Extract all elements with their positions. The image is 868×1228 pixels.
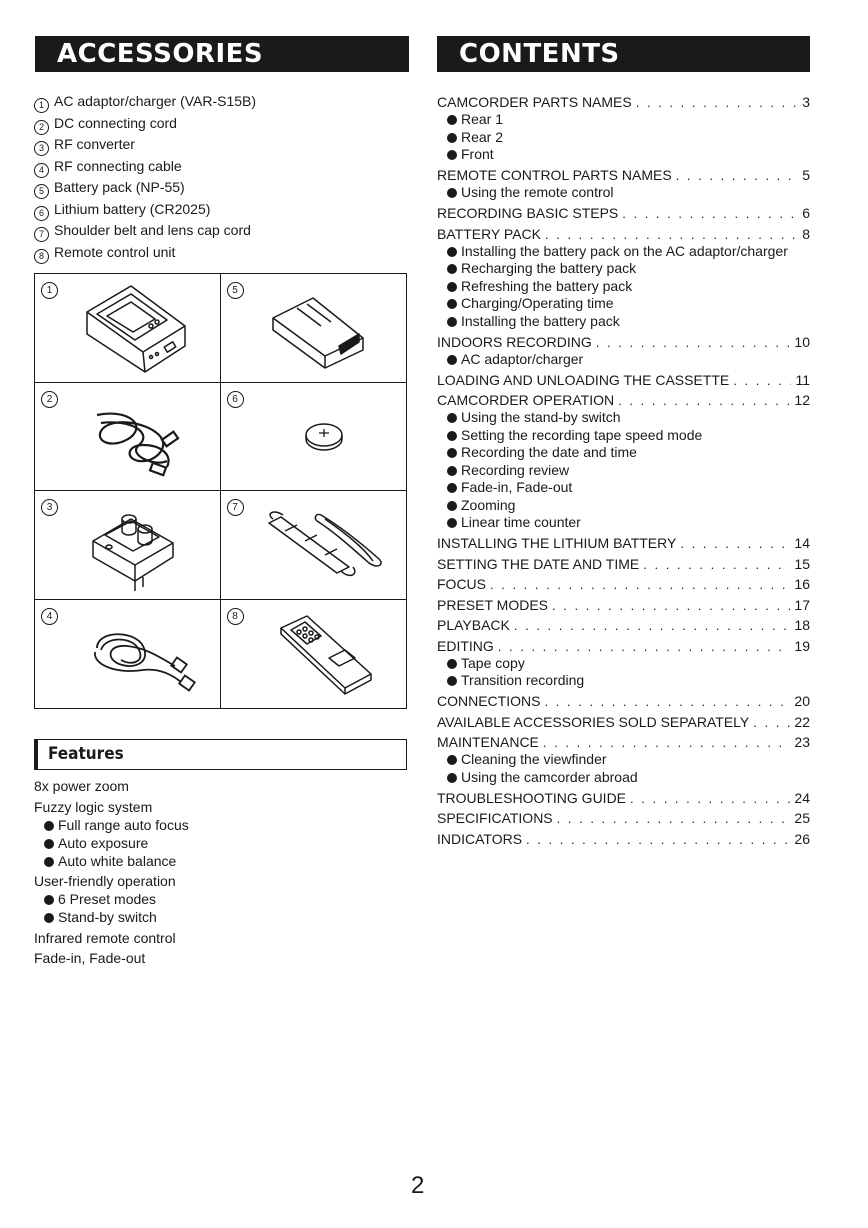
- toc-subentry-text: Zooming: [461, 496, 516, 513]
- toc-page-number: 12: [794, 392, 810, 408]
- accessory-item: [34, 113, 256, 135]
- dot-leader: [596, 334, 791, 352]
- toc-entry: [437, 555, 810, 573]
- features-list: [34, 777, 189, 967]
- dot-leader: [753, 714, 790, 732]
- accessory-item: [34, 91, 256, 113]
- toc-page-number: 23: [794, 734, 810, 750]
- bullet-icon: [44, 821, 54, 831]
- remote-control-icon: [221, 600, 407, 709]
- toc-subentry: [437, 351, 810, 369]
- dot-leader: [622, 205, 798, 223]
- illustration-shoulder-belt: [221, 491, 407, 600]
- bullet-icon: [447, 773, 457, 783]
- dot-leader: [680, 535, 790, 553]
- item-number: 1: [34, 98, 49, 113]
- toc-page-number: 20: [794, 693, 810, 709]
- toc-subentry-text: Installing the battery pack: [461, 312, 620, 329]
- dot-leader: [526, 831, 790, 849]
- toc-entry: [437, 371, 810, 389]
- toc-subentry-text: Installing the battery pack on the AC adaptor/charger: [461, 242, 788, 259]
- accessory-item: [34, 199, 256, 221]
- toc-entry-title: PLAYBACK: [437, 617, 510, 633]
- dot-leader: [618, 392, 790, 410]
- toc-entry-title: PRESET MODES: [437, 596, 548, 613]
- dot-leader: [676, 167, 799, 185]
- toc-entry: [437, 809, 810, 827]
- toc-subentry: [437, 260, 810, 278]
- toc-entry: [437, 391, 810, 409]
- toc-page-number: 6: [802, 205, 810, 221]
- bullet-icon: [447, 483, 457, 493]
- dot-leader: [544, 693, 790, 711]
- toc-entry: [437, 204, 810, 222]
- toc-page-number: 5: [802, 167, 810, 183]
- toc-entry-title: CAMCORDER PARTS NAMES: [437, 94, 632, 110]
- accessories-heading: ACCESSORIES: [35, 36, 409, 72]
- toc-entry-title: CAMCORDER OPERATION: [437, 392, 615, 408]
- toc-subentry-text: Cleaning the viewfinder: [461, 751, 607, 767]
- toc-subentry: [437, 409, 810, 427]
- bullet-icon: [44, 895, 54, 905]
- bullet-icon: [447, 431, 457, 441]
- toc-entry-title: FOCUS: [437, 576, 486, 592]
- toc-subentry: [437, 462, 810, 480]
- accessory-item: [34, 220, 256, 242]
- dot-leader: [630, 790, 790, 808]
- toc-subentry: [437, 243, 810, 261]
- feature-text: Auto white balance: [58, 852, 177, 869]
- toc-subentry-text: Front: [461, 146, 494, 162]
- toc-subentry: [437, 278, 810, 296]
- toc-subentry: [437, 479, 810, 497]
- toc-subentry-text: Tape copy: [461, 654, 525, 671]
- ac-adaptor-charger-icon: [35, 274, 221, 383]
- accessory-item: [34, 134, 256, 156]
- toc-entry-title: TROUBLESHOOTING GUIDE: [437, 789, 627, 806]
- contents-heading: CONTENTS: [437, 36, 810, 72]
- dot-leader: [636, 94, 798, 112]
- toc-entry-title: RECORDING BASIC STEPS: [437, 205, 619, 221]
- bullet-icon: [447, 299, 457, 309]
- illustration-rf-converter: [35, 491, 221, 600]
- toc-subentry-text: Setting the recording tape speed mode: [461, 426, 703, 443]
- feature-text: Stand-by switch: [58, 909, 157, 925]
- accessory-label: AC adaptor/charger (VAR-S15B): [54, 93, 257, 109]
- accessory-item: [34, 156, 256, 178]
- bullet-icon: [44, 857, 54, 867]
- item-number: 1: [41, 282, 58, 299]
- dot-leader: [643, 556, 790, 574]
- toc-entry-title: REMOTE CONTROL PARTS NAMES: [437, 167, 672, 183]
- page-number: 2: [411, 1172, 425, 1199]
- feature-text: Infrared remote control: [34, 929, 176, 946]
- feature-subitem: [34, 890, 189, 908]
- feature-subitem: [34, 834, 189, 852]
- toc-subentry: [437, 313, 810, 331]
- toc-subentry: [437, 295, 810, 313]
- toc-subentry-text: Recording the date and time: [461, 444, 637, 460]
- toc-subentry: [437, 497, 810, 515]
- bullet-icon: [447, 355, 457, 365]
- bullet-icon: [44, 913, 54, 923]
- bullet-icon: [447, 676, 457, 686]
- toc-subentry-text: Fade-in, Fade-out: [461, 479, 573, 495]
- dot-leader: [552, 597, 790, 615]
- bullet-icon: [447, 659, 457, 669]
- bullet-icon: [447, 150, 457, 160]
- accessories-list: [34, 91, 256, 263]
- feature-text: Auto exposure: [58, 834, 149, 851]
- accessory-label: Shoulder belt and lens cap cord: [54, 222, 251, 238]
- toc-subentry: [437, 111, 810, 129]
- toc-page-number: 15: [794, 555, 810, 572]
- toc-page-number: 19: [794, 637, 810, 654]
- bullet-icon: [447, 501, 457, 511]
- item-number: 3: [41, 499, 58, 516]
- bullet-icon: [447, 466, 457, 476]
- toc-subentry: [437, 427, 810, 445]
- features-heading-box: [34, 739, 407, 770]
- bullet-icon: [447, 115, 457, 125]
- shoulder-belt-icon: [221, 491, 407, 600]
- bullet-icon: [447, 247, 457, 257]
- toc-subentry: [437, 129, 810, 147]
- accessory-item: [34, 177, 256, 199]
- toc-page-number: 25: [794, 810, 810, 826]
- features-heading: Features: [48, 744, 124, 764]
- toc-entry-title: SPECIFICATIONS: [437, 810, 553, 826]
- accessory-item: [34, 242, 256, 264]
- toc-entry-title: MAINTENANCE: [437, 734, 539, 750]
- toc-subentry-text: Rear 2: [461, 128, 504, 145]
- toc-subentry: [437, 751, 810, 769]
- toc-page-number: 22: [794, 713, 810, 730]
- toc-subentry: [437, 514, 810, 532]
- dot-leader: [514, 617, 791, 635]
- toc-subentry-text: Using the stand-by switch: [461, 409, 621, 425]
- toc-entry: [437, 575, 810, 593]
- feature-text: 6 Preset modes: [58, 891, 157, 907]
- bullet-icon: [447, 317, 457, 327]
- dot-leader: [557, 810, 791, 828]
- toc-entry-title: BATTERY PACK: [437, 225, 541, 242]
- lithium-battery-icon: [221, 383, 407, 492]
- battery-pack-icon: [221, 274, 407, 383]
- toc-subentry-text: Using the remote control: [461, 184, 614, 200]
- item-number: 2: [41, 391, 58, 408]
- toc-subentry-text: Charging/Operating time: [461, 295, 614, 311]
- dot-leader: [545, 226, 798, 244]
- toc-page-number: 18: [794, 617, 810, 633]
- toc-subentry: [437, 672, 810, 690]
- illustration-lithium-battery: [221, 383, 407, 492]
- dot-leader: [490, 576, 790, 594]
- toc-entry-title: SETTING THE DATE AND TIME: [437, 555, 640, 572]
- bullet-icon: [447, 133, 457, 143]
- toc-entry-title: AVAILABLE ACCESSORIES SOLD SEPARATELY: [437, 713, 750, 730]
- toc-subentry-text: AC adaptor/charger: [461, 350, 584, 367]
- toc-subentry-text: Linear time counter: [461, 514, 581, 530]
- bullet-icon: [447, 448, 457, 458]
- toc-entry-title: INSTALLING THE LITHIUM BATTERY: [437, 535, 677, 551]
- feature-item: [34, 777, 189, 795]
- toc-entry: [437, 534, 810, 552]
- feature-text: User-friendly operation: [34, 873, 176, 889]
- toc-subentry-text: Transition recording: [461, 672, 585, 688]
- illustration-ac-adaptor: [35, 274, 221, 383]
- toc-page-number: 14: [794, 535, 810, 551]
- accessory-label: Lithium battery (CR2025): [54, 200, 211, 217]
- feature-text: 8x power zoom: [34, 778, 129, 794]
- toc-entry-title: LOADING AND UNLOADING THE CASSETTE: [437, 371, 730, 388]
- feature-subitem: [34, 908, 189, 926]
- bullet-icon: [447, 264, 457, 274]
- item-number: 3: [34, 141, 49, 156]
- toc-entry-title: INDICATORS: [437, 830, 523, 847]
- rf-converter-icon: [35, 491, 221, 600]
- illustration-dc-cord: [35, 383, 221, 492]
- toc-entry: [437, 830, 810, 848]
- toc-entry: [437, 637, 810, 655]
- accessory-label: RF connecting cable: [54, 157, 182, 174]
- toc-page-number: 17: [794, 596, 810, 613]
- toc-entry: [437, 333, 810, 351]
- accessory-label: Remote control unit: [54, 243, 176, 260]
- toc-subentry: [437, 146, 810, 164]
- toc-page-number: 26: [794, 830, 810, 847]
- accessory-label: Battery pack (NP-55): [54, 179, 185, 195]
- item-number: 5: [227, 282, 244, 299]
- dot-leader: [498, 638, 791, 656]
- item-number: 4: [34, 163, 49, 178]
- feature-item: [34, 872, 189, 890]
- feature-item: [34, 949, 189, 967]
- bullet-icon: [447, 188, 457, 198]
- illustration-remote-control: [221, 600, 407, 709]
- table-of-contents: [437, 93, 810, 848]
- item-number: 6: [34, 206, 49, 221]
- toc-entry-title: EDITING: [437, 637, 494, 654]
- item-number: 5: [34, 184, 49, 199]
- feature-subitem: [34, 816, 189, 834]
- toc-subentry-text: Refreshing the battery pack: [461, 277, 633, 294]
- toc-entry: [437, 166, 810, 184]
- accessories-illustration-grid: [34, 273, 407, 709]
- toc-entry: [437, 789, 810, 807]
- toc-subentry: [437, 769, 810, 787]
- toc-subentry-text: Recording review: [461, 461, 570, 478]
- bullet-icon: [447, 518, 457, 528]
- feature-text: Full range auto focus: [58, 816, 189, 833]
- item-number: 7: [227, 499, 244, 516]
- feature-text: Fade-in, Fade-out: [34, 950, 146, 966]
- toc-entry-title: CONNECTIONS: [437, 693, 541, 709]
- dot-leader: [543, 734, 791, 752]
- bullet-icon: [44, 839, 54, 849]
- item-number: 6: [227, 391, 244, 408]
- toc-entry: [437, 616, 810, 634]
- toc-entry-title: INDOORS RECORDING: [437, 333, 592, 350]
- toc-subentry-text: Recharging the battery pack: [461, 260, 637, 276]
- illustration-rf-cable: [35, 600, 221, 709]
- item-number: 8: [227, 608, 244, 625]
- toc-subentry-text: Rear 1: [461, 111, 504, 127]
- feature-text: Fuzzy logic system: [34, 798, 153, 815]
- rf-connecting-cable-icon: [35, 600, 221, 709]
- toc-page-number: 16: [794, 576, 810, 592]
- toc-subentry-text: Using the camcorder abroad: [461, 768, 638, 785]
- dot-leader: [733, 372, 791, 390]
- item-number: 4: [41, 608, 58, 625]
- bullet-icon: [447, 413, 457, 423]
- bullet-icon: [447, 755, 457, 765]
- toc-entry: [437, 692, 810, 710]
- feature-item: [34, 929, 189, 947]
- toc-page-number: 24: [794, 789, 810, 806]
- toc-entry: [437, 225, 810, 243]
- toc-entry: [437, 713, 810, 731]
- toc-entry: [437, 93, 810, 111]
- bullet-icon: [447, 282, 457, 292]
- toc-subentry: [437, 184, 810, 202]
- toc-page-number: 10: [794, 333, 810, 350]
- toc-entry: [437, 596, 810, 614]
- illustration-battery-pack: [221, 274, 407, 383]
- dc-connecting-cord-icon: [35, 383, 221, 492]
- feature-subitem: [34, 852, 189, 870]
- toc-page-number: 11: [795, 371, 810, 388]
- toc-page-number: 3: [802, 94, 810, 110]
- feature-item: [34, 798, 189, 816]
- toc-entry: [437, 733, 810, 751]
- accessory-label: RF converter: [54, 136, 135, 152]
- toc-page-number: 8: [802, 225, 810, 242]
- item-number: 2: [34, 120, 49, 135]
- toc-subentry: [437, 444, 810, 462]
- toc-subentry: [437, 655, 810, 673]
- item-number: 8: [34, 249, 49, 264]
- item-number: 7: [34, 227, 49, 242]
- accessory-label: DC connecting cord: [54, 114, 177, 131]
